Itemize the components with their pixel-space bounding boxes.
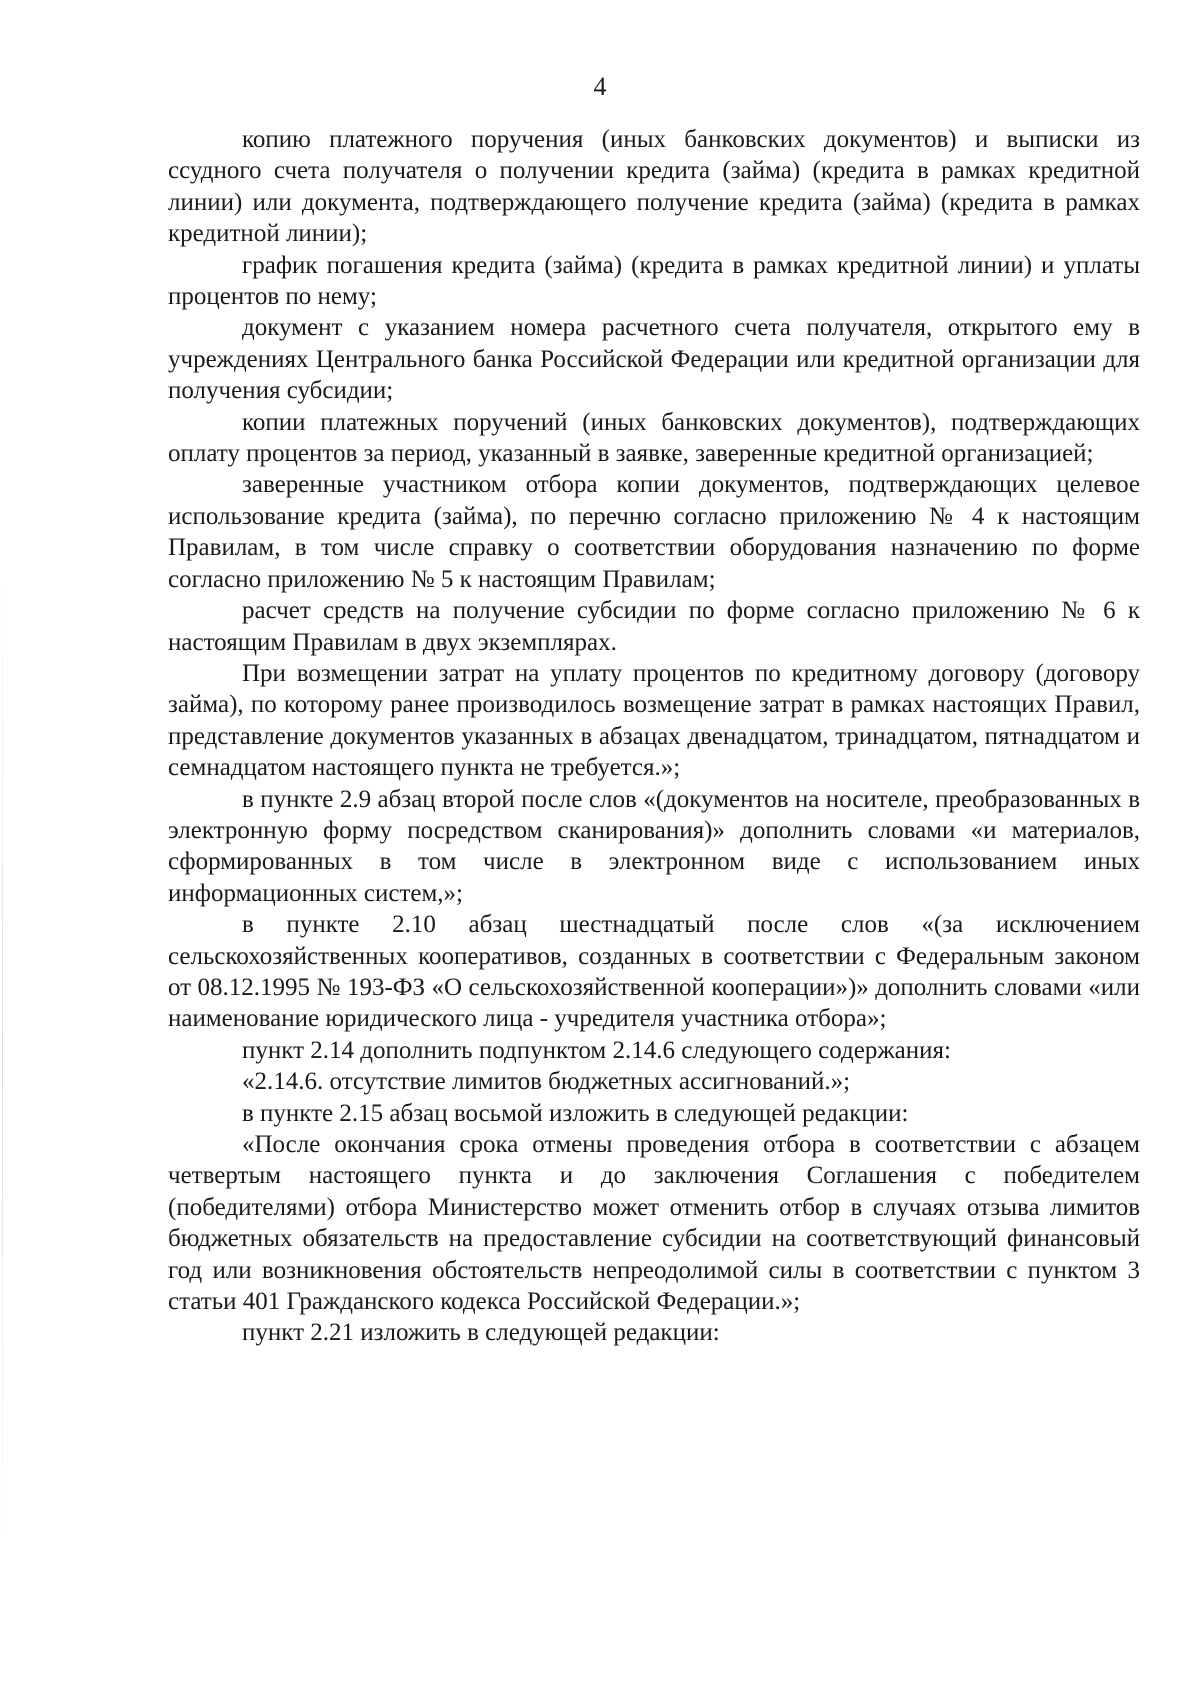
paragraph-reimbursement-note: При возмещении затрат на уплату процентов по кредитному договору (договору займа), по которому ранее производилось возмещение затрат в рамках настоящих Правил, представление документов указанных в абзацах двенадцатом, тринадцатом, пятнадцатом и семнадцатом настоящего пункта не требуется.»; xyxy=(168,659,1140,782)
paragraph-clause-2-10: в пункте 2.10 абзац шестнадцатый после слов «(за исключением сельскохозяйственных кооперативов, созданных в соответствии с Федеральным законом от 08.12.1995 № 193-ФЗ «О сельскохозяйственной кооперации»)» дополнить словами «или наименование юридического лица - учредителя участника отбора»; xyxy=(168,911,1140,1033)
paragraph-repayment-schedule: график погашения кредита (займа) (кредита в рамках кредитной линии) и уплаты процентов по нему; xyxy=(168,251,1140,311)
paragraph-clause-2-15: в пункте 2.15 абзац восьмой изложить в следующей редакции: xyxy=(242,1099,909,1127)
document-body xyxy=(168,124,1140,1349)
paragraph-account-document: документ с указанием номера расчетного счета получателя, открытого ему в учреждениях Центрального банка Российской Федерации или кредитной организации для получения субсидии; xyxy=(168,314,1140,405)
page-number: 4 xyxy=(593,72,607,101)
paragraph-payment-order-copy: копию платежного поручения (иных банковских документов) и выписки из ссудного счета получателя о получении кредита (займа) (кредита в рамках кредитной линии) или документа, подтверждающего получение кредита (займа) (кредита в рамках кредитной линии); xyxy=(168,126,1140,248)
scan-edge-artifact xyxy=(2,560,3,1560)
paragraph-certified-documents: заверенные участником отбора копии документов, подтверждающих целевое использование кредита (займа), по перечню согласно приложению № 4 к настоящим Правилам, в том числе справку о соответствии оборудования назначению по форме согласно приложению № 5 к настоящим Правилам; xyxy=(168,471,1140,593)
paragraph-clause-2-15-text: «После окончания срока отмены проведения отбора в соответствии с абзацем четвертым настоящего пункта и до заключения Соглашения с победителем (победителями) отбора Министерство может отменить отбор в случаях отзыва лимитов бюджетных обязательств на предоставление субсидии на соответствующий финансовый год или возникновения обстоятельств непреодолимой силы в соответствии с пунктом 3 статьи 401 Гражданского кодекса Российской Федерации.»; xyxy=(168,1131,1140,1316)
paragraph-payment-orders-copies: копии платежных поручений (иных банковских документов), подтверждающих оплату процентов за период, указанный в заявке, заверенные кредитной организацией; xyxy=(168,408,1140,468)
paragraph-clause-2-14-6: «2.14.6. отсутствие лимитов бюджетных ассигнований.»; xyxy=(242,1068,851,1096)
paragraph-clause-2-9: в пункте 2.9 абзац второй после слов «(документов на носителе, преобразованных в электронную форму посредством сканирования)» дополнить словами «и материалов, сформированных в том числе в электронном виде с использованием иных информационных систем,»; xyxy=(168,785,1140,907)
paragraph-subsidy-calculation: расчет средств на получение субсидии по форме согласно приложению № 6 к настоящим Правилам в двух экземплярах. xyxy=(168,597,1140,656)
paragraph-clause-2-14: пункт 2.14 дополнить подпунктом 2.14.6 следующего содержания: xyxy=(242,1036,951,1064)
paragraph-clause-2-21: пункт 2.21 изложить в следующей редакции: xyxy=(242,1319,720,1347)
